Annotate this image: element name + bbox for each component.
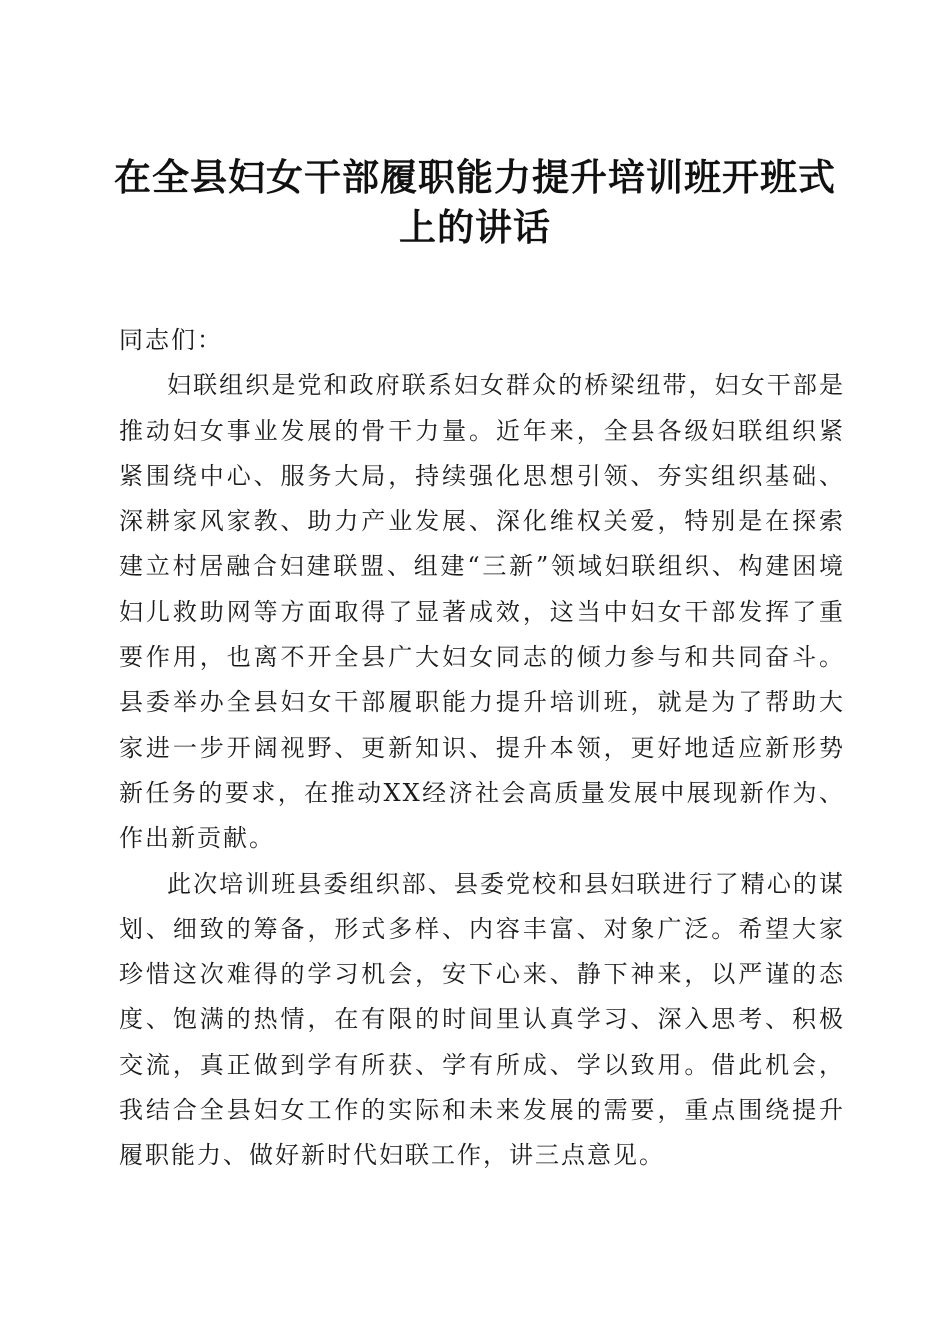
paragraph-2: 此次培训班县委组织部、县委党校和县妇联进行了精心的谋划、细致的筹备，形式多样、内容丰富、对象广泛。希望大家珍惜这次难得的学习机会，安下心来、静下神来，以严谨的态度、饱满的热情，在有限的时间里认真学习、深入思考、积极交流，真正做到学有所获、学有所成、学以致用。借此机会，我结合全县妇女工作的实际和未来发展的需要，重点围绕提升履职能力、做好新时代妇联工作，讲三点意见。: [119, 869, 845, 1170]
paragraph-1: 妇联组织是党和政府联系妇女群众的桥梁纽带，妇女干部是推动妇女事业发展的骨干力量。近年来，全县各级妇联组织紧紧围绕中心、服务大局，持续强化思想引领、夯实组织基础、深耕家风家教、助力产业发展、深化维权关爱，特别是在探索建立村居融合妇建联盟、组建“三新”领域妇联组织、构建困境妇儿救助网等方面取得了显著成效，这当中妇女干部发挥了重要作用，也离不开全县广大妇女同志的倾力参与和共同奋斗。县委举办全县妇女干部履职能力提升培训班，就是为了帮助大家进一步开阔视野、更新知识、提升本领，更好地适应新形势新任务的要求，在推动XX经济社会高质量发展中展现新作为、作出新贡献。: [119, 371, 845, 853]
salutation: 同志们：: [119, 326, 223, 354]
document-title: 在全县妇女干部履职能力提升培训班开班式上的讲话: [114, 155, 836, 249]
document-body: [119, 318, 845, 1179]
